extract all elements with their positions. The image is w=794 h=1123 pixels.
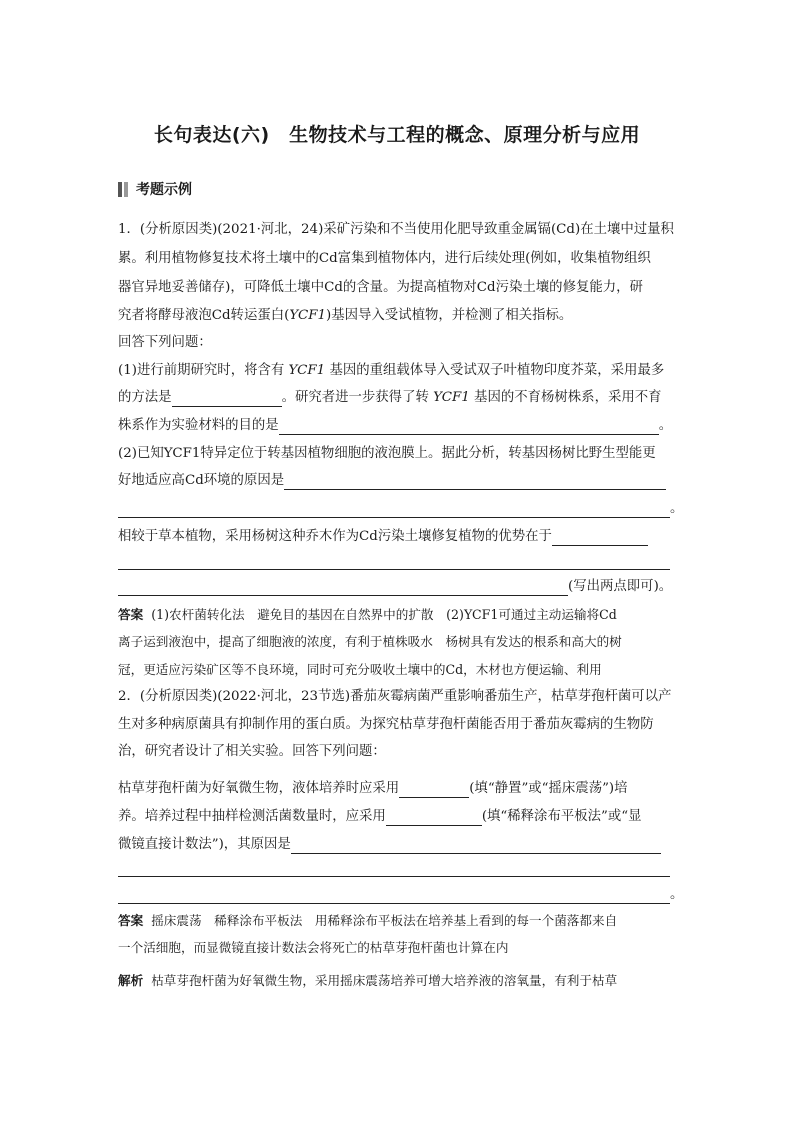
answer-blank[interactable]: [118, 581, 568, 596]
q1-line-12: [118, 528, 680, 546]
answer-blank[interactable]: [386, 811, 482, 826]
text: 相较于草本植物，采用杨树这种乔木作为Cd污染土壤修复植物的优势在于: [118, 529, 552, 544]
q2-line-5: [118, 808, 680, 826]
text: 基因的不育杨树株系，采用不育: [469, 390, 662, 405]
q2-line-8: [118, 886, 684, 904]
q2-line-6: [118, 836, 680, 854]
q1-line-4: [118, 307, 680, 325]
q1-line-14: [118, 578, 680, 596]
q2-line-1: 2．(分析原因类)(2022·河北，23节选)番茄灰霉病菌严重影响番茄生产，枯草芽孢杆菌可以产: [118, 689, 672, 704]
q1-line-3: 器官异地妥善储存)，可降低土壤中Cd的含量。为提高植物对Cd污染土壤的修复能力，研: [118, 280, 643, 295]
answer-blank[interactable]: [552, 531, 648, 546]
section-header: [118, 179, 192, 199]
text: 好地适应高Cd环境的原因是: [118, 473, 285, 488]
q1-answer-line-2: 离子运到液泡中，提高了细胞液的浓度，有利于植株吸水 杨树具有发达的根系和高大的树: [118, 634, 622, 649]
text: 枯草芽孢杆菌为好氧微生物，采用摇床震荡培养可增大培养液的溶氧量，有利于枯草: [151, 973, 618, 988]
answer-blank[interactable]: [118, 503, 670, 518]
q1-answer-line-3: 冠，更适应污染矿区等不良环境，同时可充分吸收土壤中的Cd，木材也方便运输、利用: [118, 662, 602, 677]
text: (填“静置”或“摇床震荡”)培: [469, 781, 628, 796]
q2-line-3: 治，研究者设计了相关实验。回答下列问题：: [118, 744, 386, 759]
gene-name: YCF1: [288, 363, 326, 378]
answer-blank[interactable]: [279, 420, 659, 435]
text: (写出两点即可)。: [568, 579, 673, 594]
text: 。: [658, 418, 673, 433]
q2-answer-line-2: 一个活细胞，而显微镜直接计数法会将死亡的枯草芽孢杆菌也计算在内: [118, 940, 509, 955]
text: 。: [670, 887, 684, 902]
text: 基因的重组载体导入受试双子叶植物印度芥菜，采用最多: [325, 363, 665, 378]
answer-blank[interactable]: [291, 839, 661, 854]
text: 。研究者进一步获得了转: [281, 390, 434, 405]
answer-label: 答案: [118, 913, 144, 928]
answer-blank[interactable]: [172, 392, 282, 407]
q1-line-11: [118, 500, 684, 518]
section-marker-icon: [124, 182, 128, 197]
text: 微镜直接计数法”)，其原因是: [118, 837, 291, 852]
q1-line-1: 1．(分析原因类)(2021·河北，24)采矿污染和不当使用化肥导致重金属镉(Cd)在土壤中过量积: [118, 222, 674, 237]
section-marker-icon: [118, 182, 122, 197]
q1-line-8: [118, 417, 680, 435]
q1-line-7: [118, 389, 680, 407]
q2-line-4: [118, 780, 680, 798]
q2-explanation-line-1: [118, 972, 680, 990]
answer-blank[interactable]: [118, 569, 670, 570]
answer-label: 答案: [118, 607, 144, 622]
text: 究者将酵母液泡Cd转运蛋白(: [118, 308, 290, 323]
text: 摇床震荡 稀释涂布平板法 用稀释涂布平板法在培养基上看到的每一个菌落都来自: [151, 913, 618, 928]
text: 的方法是: [118, 390, 172, 405]
text: 株系作为实验材料的目的是: [118, 418, 279, 433]
answer-blank[interactable]: [284, 475, 666, 490]
text: (填“稀释涂布平板法”或“显: [481, 809, 642, 824]
q1-line-9: (2)已知YCF1特异定位于转基因植物细胞的液泡膜上。据此分析，转基因杨树比野生型能更: [118, 446, 656, 461]
text: 养。培养过程中抽样检测活菌数量时，应采用: [118, 809, 386, 824]
text: (1)农杆菌转化法 避免目的基因在自然界中的扩散 (2)YCF1可通过主动运输将Cd: [151, 607, 617, 622]
q1-line-6: [118, 362, 680, 380]
text: 枯草芽孢杆菌为好氧微生物，液体培养时应采用: [118, 781, 400, 796]
q1-line-10: [118, 472, 680, 490]
q2-line-2: 生对多种病原菌具有抑制作用的蛋白质。为探究枯草芽孢杆菌能否用于番茄灰霉病的生物防: [118, 717, 654, 732]
answer-blank[interactable]: [118, 876, 670, 877]
answer-blank[interactable]: [118, 889, 670, 904]
q2-answer-line-1: [118, 912, 680, 930]
explanation-label: 解析: [118, 973, 144, 988]
page-title: 长句表达(六) 生物技术与工程的概念、原理分析与应用: [153, 124, 641, 146]
gene-name: YCF1: [289, 308, 327, 323]
section-title: 考题示例: [136, 182, 192, 198]
q1-line-5: 回答下列问题：: [118, 335, 212, 350]
gene-name: YCF1: [433, 390, 470, 405]
text: 。: [670, 501, 684, 516]
answer-blank[interactable]: [399, 783, 469, 798]
q1-line-2: 累。利用植物修复技术将土壤中的Cd富集到植物体内，进行后续处理(例如，收集植物组织: [118, 251, 651, 266]
text: (1)进行前期研究时，将含有: [118, 363, 289, 378]
q1-answer-line-1: [118, 606, 680, 624]
text: )基因导入受试植物，并检测了相关指标。: [326, 308, 573, 323]
